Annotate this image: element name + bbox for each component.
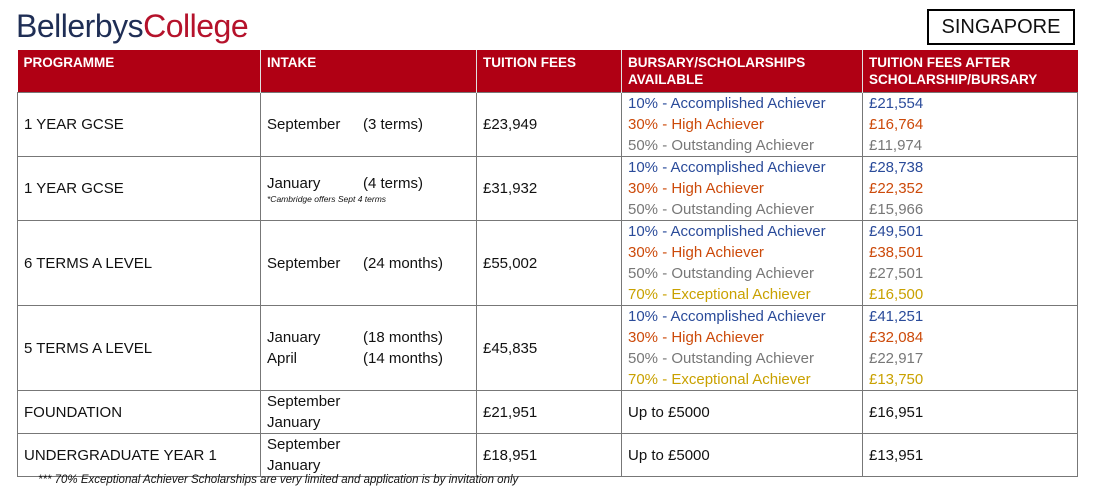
fee-cell: £21,951 <box>477 391 622 434</box>
fee-after-cell: £21,554 £16,764 £11,974 <box>863 93 1078 157</box>
table-row <box>18 434 1078 477</box>
header-fees-after: TUITION FEES AFTER SCHOLARSHIP/BURSARY <box>863 50 1078 93</box>
fee-after-cell: £13,951 <box>863 434 1078 477</box>
bursary-cell: Up to £5000 <box>622 434 863 477</box>
intake-cell: September January <box>261 434 477 477</box>
intake-cell: January (4 terms) *Cambridge offers Sept 4 terms <box>261 157 477 221</box>
header-bursary: BURSARY/SCHOLARSHIPS AVAILABLE <box>622 50 863 93</box>
region-label: SINGAPORE <box>927 9 1075 45</box>
fee-after-cell: £49,501 £38,501 £27,501 £16,500 <box>863 221 1078 306</box>
intake-cell: September (3 terms) <box>261 93 477 157</box>
fee-cell: £18,951 <box>477 434 622 477</box>
footnote: *** 70% Exceptional Achiever Scholarships are very limited and application is by invitation only <box>38 474 519 486</box>
intake-note: *Cambridge offers Sept 4 terms <box>267 193 387 204</box>
programme-cell: 6 TERMS A LEVEL <box>18 221 261 306</box>
fee-cell: £45,835 <box>477 306 622 391</box>
college-logo: BellerbysCollege <box>16 8 249 44</box>
intake-cell: January (18 months) April (14 months) <box>261 306 477 391</box>
fees-table <box>17 50 1078 477</box>
programme-cell: FOUNDATION <box>18 391 261 434</box>
bursary-cell: Up to £5000 <box>622 391 863 434</box>
programme-cell: 5 TERMS A LEVEL <box>18 306 261 391</box>
table-row <box>18 306 1078 391</box>
programme-cell: UNDERGRADUATE YEAR 1 <box>18 434 261 477</box>
header-intake: INTAKE <box>261 50 477 93</box>
programme-cell: 1 YEAR GCSE <box>18 93 261 157</box>
programme-cell: 1 YEAR GCSE <box>18 157 261 221</box>
table-row <box>18 157 1078 221</box>
bursary-cell: 10% - Accomplished Achiever 30% - High Achiever 50% - Outstanding Achiever 70% - Exceptional Achiever <box>622 221 863 306</box>
fee-after-cell: £16,951 <box>863 391 1078 434</box>
fee-after-cell: £28,738 £22,352 £15,966 <box>863 157 1078 221</box>
intake-cell: September January <box>261 391 477 434</box>
table-row <box>18 221 1078 306</box>
bursary-cell: 10% - Accomplished Achiever 30% - High Achiever 50% - Outstanding Achiever 70% - Exceptional Achiever <box>622 306 863 391</box>
intake-cell: September (24 months) <box>261 221 477 306</box>
bursary-cell: 10% - Accomplished Achiever 30% - High Achiever 50% - Outstanding Achiever <box>622 93 863 157</box>
table-header-row <box>18 50 1078 93</box>
fee-cell: £31,932 <box>477 157 622 221</box>
fee-after-cell: £41,251 £32,084 £22,917 £13,750 <box>863 306 1078 391</box>
bursary-cell: 10% - Accomplished Achiever 30% - High Achiever 50% - Outstanding Achiever <box>622 157 863 221</box>
fee-cell: £55,002 <box>477 221 622 306</box>
header-tuition-fees: TUITION FEES <box>477 50 622 93</box>
fee-cell: £23,949 <box>477 93 622 157</box>
table-row <box>18 391 1078 434</box>
header-programme: PROGRAMME <box>18 50 261 93</box>
table-row <box>18 93 1078 157</box>
